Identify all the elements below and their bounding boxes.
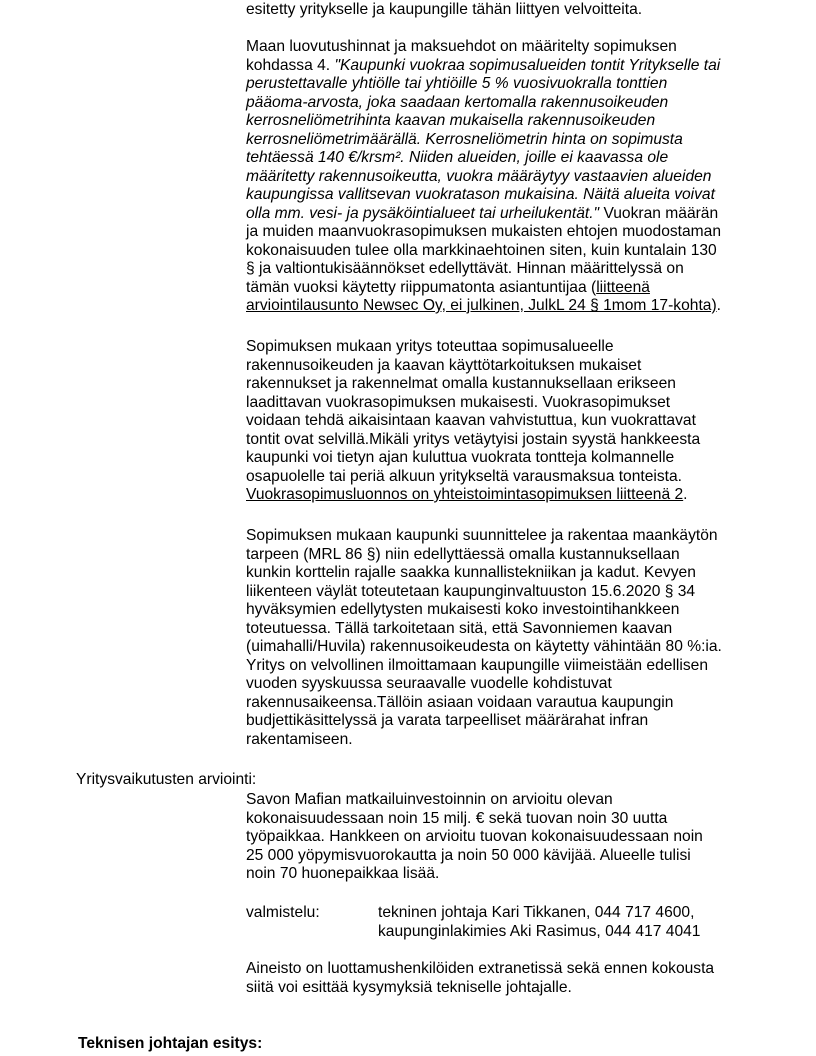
text-run: Vuokran määrän [599,204,719,222]
text-run: . [683,486,688,503]
body-text-line: (uimahalli/Huvila) rakennusoikeudesta on käytetty vähintään 80 %:ia. [246,638,722,655]
body-text-line: rakennusaikeensa.Tällöin asiaan voidaan varautua kaupungin [246,693,674,711]
body-text-line: ja muiden maanvuokrasopimuksen mukaisten ehtojen muodostaman [246,223,722,240]
body-text-line: Maan luovutushinnat ja maksuehdot on määritelty sopimuksen [246,38,677,55]
attachment-reference: liitteenä [596,278,650,296]
body-text-line: tontit ovat selvillä.Mikäli yritys vetäytyisi jostain syystä hankkeesta [246,430,701,448]
quote-text: "Kaupunki vuokraa sopimusalueiden tontit Yritykselle tai [334,56,721,74]
quote-text-line: tehtäessä 140 €/krsm². Niiden alueiden, joille ei kaavassa ole [246,149,669,166]
text-run: kohdassa 4. [246,56,335,74]
body-text-line: § ja valtiontukisäännökset edellyttävät. Hinnan määrittelyssä on [246,260,684,277]
body-text-line: esitetty yritykselle ja kaupungille tähän liittyen velvoitteita. [246,1,643,18]
body-text-line: työpaikkaa. Hankkeen on arvioitu tuovan kokonaisuudessaan noin [246,828,703,845]
quote-text: olla mm. vesi- ja pysäköintialueet tai urheilukentät." [246,204,600,222]
quote-text-line: määritetty rakennusoikeutta, vuokra määräytyy vastaavien alueiden [246,167,712,185]
body-text-line: kaupunki voi tietyn ajan kuluttua vuokrata tontteja kolmannelle [246,449,675,466]
attachment-reference: arviointilausunto Newsec Oy, ei julkinen, JulkL 24 § 1mom 17-kohta) [246,297,717,314]
body-text-line: kokonaisuuden tulee olla markkinaehtoinen siten, kuin kuntalain 130 [246,241,717,259]
contact-line: kaupunginlakimies Aki Rasimus, 044 417 4041 [378,922,701,940]
body-text-line: budjettikäsittelyssä ja varata tarpeelliset määrärahat infran [246,712,649,729]
section-heading-proposal: Teknisen johtajan esitys: [78,1035,263,1052]
body-text-line: Savon Mafian matkailuinvestoinnin on arvioitu olevan [246,791,613,808]
quote-text-line: pääoma-arvosta, joka saadaan kertomalla rakennusoikeuden [246,93,669,111]
body-text-line: Sopimuksen mukaan kaupunki suunnittelee ja rakentaa maankäytön [246,527,718,544]
text-run: tämän vuoksi käytetty riippumatonta asiantuntijaa ( [246,278,597,296]
body-text-line: hyväksymien edellytysten mukaisesti koko investointihankkeen [246,601,680,618]
body-text-line: kokonaisuudessaan noin 15 milj. € sekä tuovan noin 30 uutta [246,809,668,827]
body-text-line: voidaan tehdä aikaisintaan kaavan vahvistuttua, kun vuokrattavat [246,412,696,429]
body-text-line: rakennusoikeuden ja kaavan käyttötarkoituksen mukaiset [246,356,642,374]
body-text-line: rakentamiseen. [246,730,353,748]
body-text-line: Aineisto on luottamushenkilöiden extranetissä sekä ennen kokousta [246,960,715,977]
body-text-line: toteutuessa. Tällä tarkoitetaan sitä, että Savonniemen kaavan [246,619,673,637]
body-text-line [246,205,718,224]
body-text-line: noin 70 huonepaikkaa lisää. [246,865,440,882]
body-text-line [246,486,688,505]
body-text-line: osapuolelle tai periä alkuun yritykseltä varausmaksua tonteista. [246,467,682,485]
body-text-line [246,297,721,316]
quote-text-line: kaupungissa vallitsevan vuokratason mukaisina. Näitä alueita voivat [246,186,715,203]
body-text-line: kunkin korttelin rajalle saakka kunnallistekniikan ja kadut. Kevyen [246,564,696,581]
body-text-line [246,57,720,76]
quote-text-line: kerrosneliömetrimäärällä. Kerrosneliömetrin hinta on sopimusta [246,130,683,148]
body-text-line: laadittavan vuokrasopimuksen mukaisesti. Vuokrasopimukset [246,393,671,411]
body-text-line: rakennukset ja rakennelmat omalla kustannuksellaan erikseen [246,375,676,392]
contact-line: tekninen johtaja Kari Tikkanen, 044 717 4600, [378,904,695,921]
body-text-line: liikenteen väylät toteutetaan kaupunginvaltuuston 15.6.2020 § 34 [246,582,696,600]
attachment-reference: Vuokrasopimusluonnos on yhteistoimintasopimuksen liitteenä 2 [246,486,684,503]
preparation-label: valmistelu: [246,904,320,921]
body-text-line: tarpeen (MRL 86 §) niin edellyttäessä omalla kustannuksellaan [246,545,680,563]
body-text-line: Yritys on velvollinen ilmoittamaan kaupungille viimeistään edellisen [246,656,708,674]
body-text-line: 25 000 yöpymisvuorokautta ja noin 50 000 kävijää. Alueelle tulisi [246,846,691,864]
body-text-line: Sopimuksen mukaan yritys toteuttaa sopimusalueelle [246,338,614,355]
text-run: . [716,297,721,314]
quote-text-line: kerrosneliömetrihinta kaavan mukaisella rakennusoikeuden [246,112,656,129]
quote-text-line: perustettavalle yhtiölle tai yhtiöille 5 % vuosivuokralla tonttien [246,75,668,92]
body-text-line: siitä voi esittää kysymyksiä tekniselle johtajalle. [246,978,572,996]
section-heading-business-impact: Yritysvaikutusten arviointi: [76,771,257,788]
body-text-line [246,279,650,298]
body-text-line: vuoden syyskuussa seuraavalle vuodelle kohdistuvat [246,675,612,692]
